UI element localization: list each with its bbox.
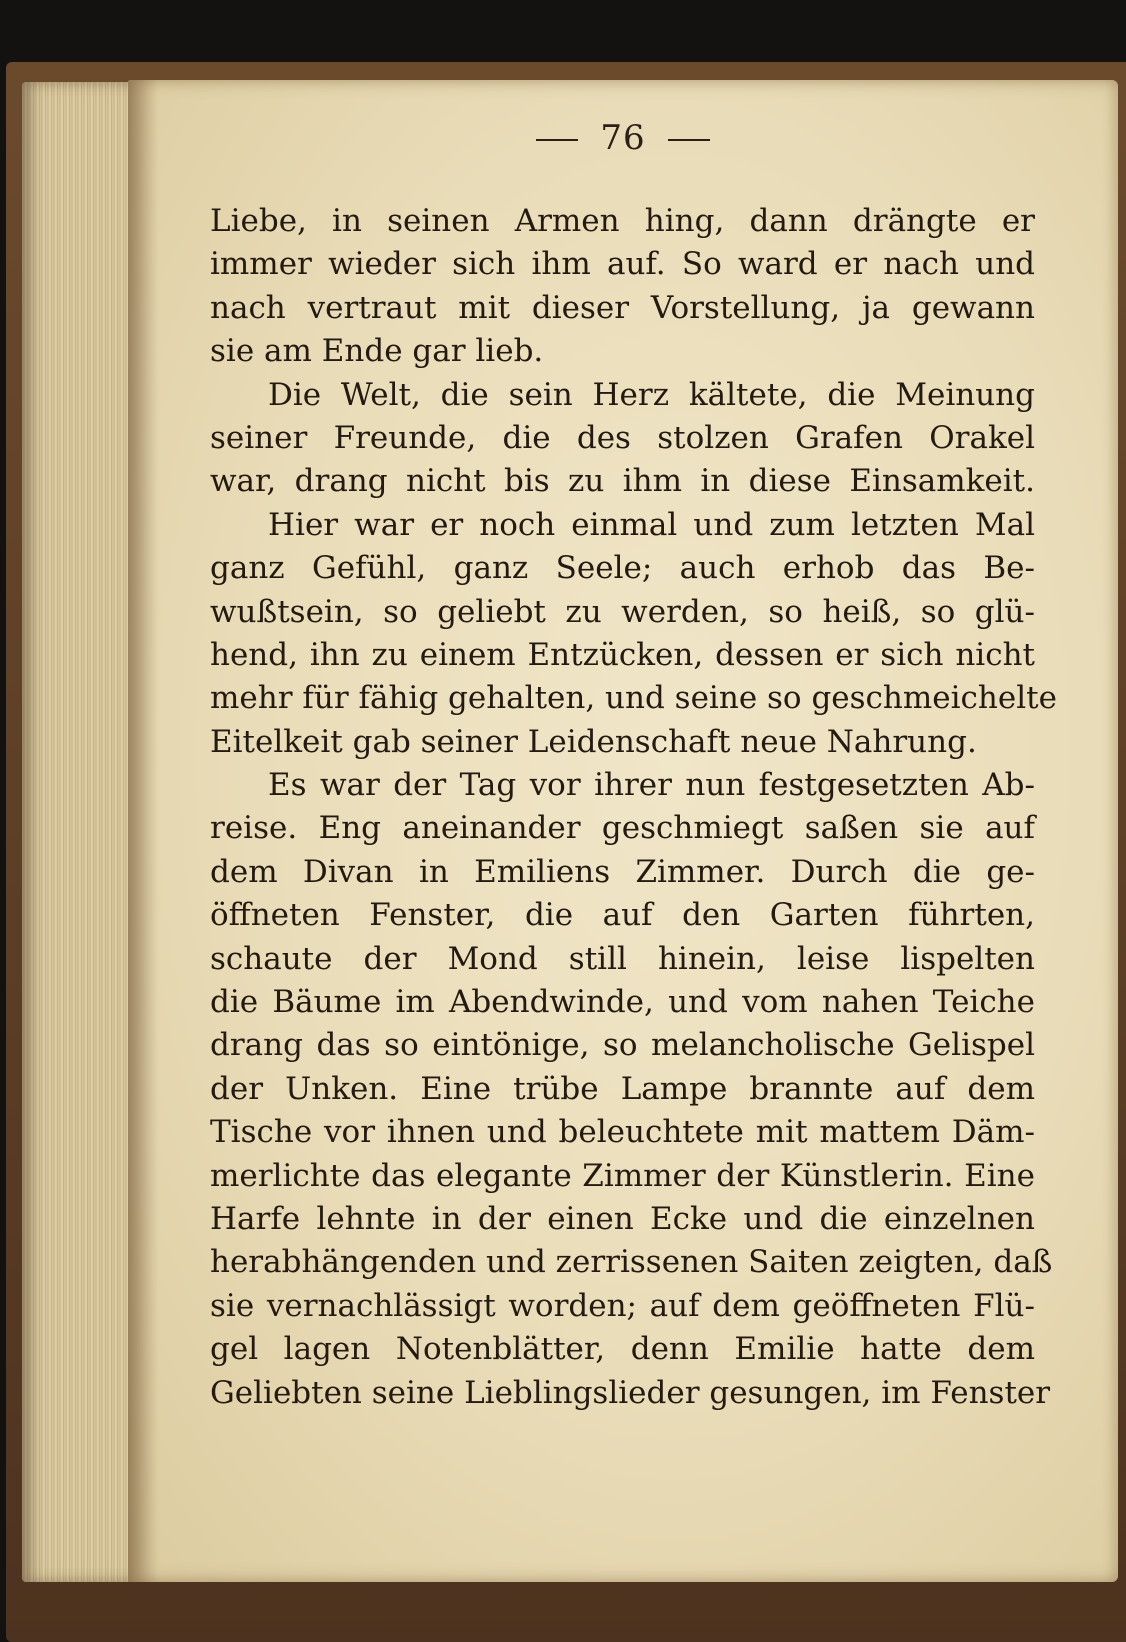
body-text — [210, 200, 1057, 1415]
text-line: öffneten Fenster, die auf den Garten führten, — [210, 897, 1035, 934]
text-line: dem Divan in Emiliens Zimmer. Durch die ge- — [210, 853, 1035, 890]
text-line: merlichte das elegante Zimmer der Künstlerin. Eine — [210, 1157, 1035, 1194]
text-line: Es war der Tag vor ihrer nun festgesetzten Ab- — [268, 767, 1035, 804]
text-line: immer wieder sich ihm auf. So ward er nach und — [210, 246, 1035, 283]
text-line: seiner Freunde, die des stolzen Grafen Orakel — [210, 419, 1035, 456]
text-line: sie am Ende gar lieb. — [210, 333, 544, 370]
text-line: ganz Gefühl, ganz Seele; auch erhob das Be- — [210, 550, 1035, 587]
text-line: war, drang nicht bis zu ihm in diese Einsamkeit. — [210, 463, 1035, 500]
text-line: gel lagen Notenblätter, denn Emilie hatte dem — [210, 1331, 1035, 1368]
left-dash — [536, 139, 578, 141]
text-line: reise. Eng aneinander geschmiegt saßen sie auf — [210, 810, 1035, 847]
text-line: Harfe lehnte in der einen Ecke und die einzelnen — [210, 1200, 1035, 1237]
text-line: der Unken. Eine trübe Lampe brannte auf dem — [210, 1070, 1035, 1107]
text-line: nach vertraut mit dieser Vorstellung, ja gewann — [210, 289, 1035, 326]
page-edges — [22, 82, 142, 1582]
text-line: mehr für fähig gehalten, und seine so geschmeichelte — [210, 680, 1057, 717]
text-line: Liebe, in seinen Armen hing, dann drängte er — [210, 203, 1035, 239]
text-line: wußtsein, so geliebt zu werden, so heiß, so glü- — [210, 593, 1035, 630]
text-line: herabhängenden und zerrissenen Saiten zeigten, daß — [210, 1244, 1053, 1281]
text-line: schaute der Mond still hinein, leise lispelten — [210, 940, 1035, 977]
right-dash — [668, 139, 710, 141]
text-line: Die Welt, die sein Herz kältete, die Meinung — [268, 376, 1035, 413]
text-line: Tische vor ihnen und beleuchtete mit mattem Däm- — [210, 1114, 1035, 1151]
page-number: 76 — [600, 118, 646, 158]
text-line: Geliebten seine Lieblingslieder gesungen, im Fenster — [210, 1374, 1051, 1411]
text-line: drang das so eintönige, so melancholische Gelispel — [210, 1027, 1035, 1064]
spine-shadow — [128, 80, 158, 1582]
text-line: hend, ihn zu einem Entzücken, dessen er sich nicht — [210, 636, 1035, 673]
page-number-header — [128, 118, 1118, 158]
text-line: die Bäume im Abendwinde, und vom nahen Teiche — [210, 984, 1035, 1021]
text-line: Hier war er noch einmal und zum letzten Mal — [268, 506, 1035, 543]
text-line: Eitelkeit gab seiner Leidenschaft neue Nahrung. — [210, 723, 977, 760]
text-line: sie vernachlässigt worden; auf dem geöffneten Flü- — [210, 1287, 1035, 1324]
